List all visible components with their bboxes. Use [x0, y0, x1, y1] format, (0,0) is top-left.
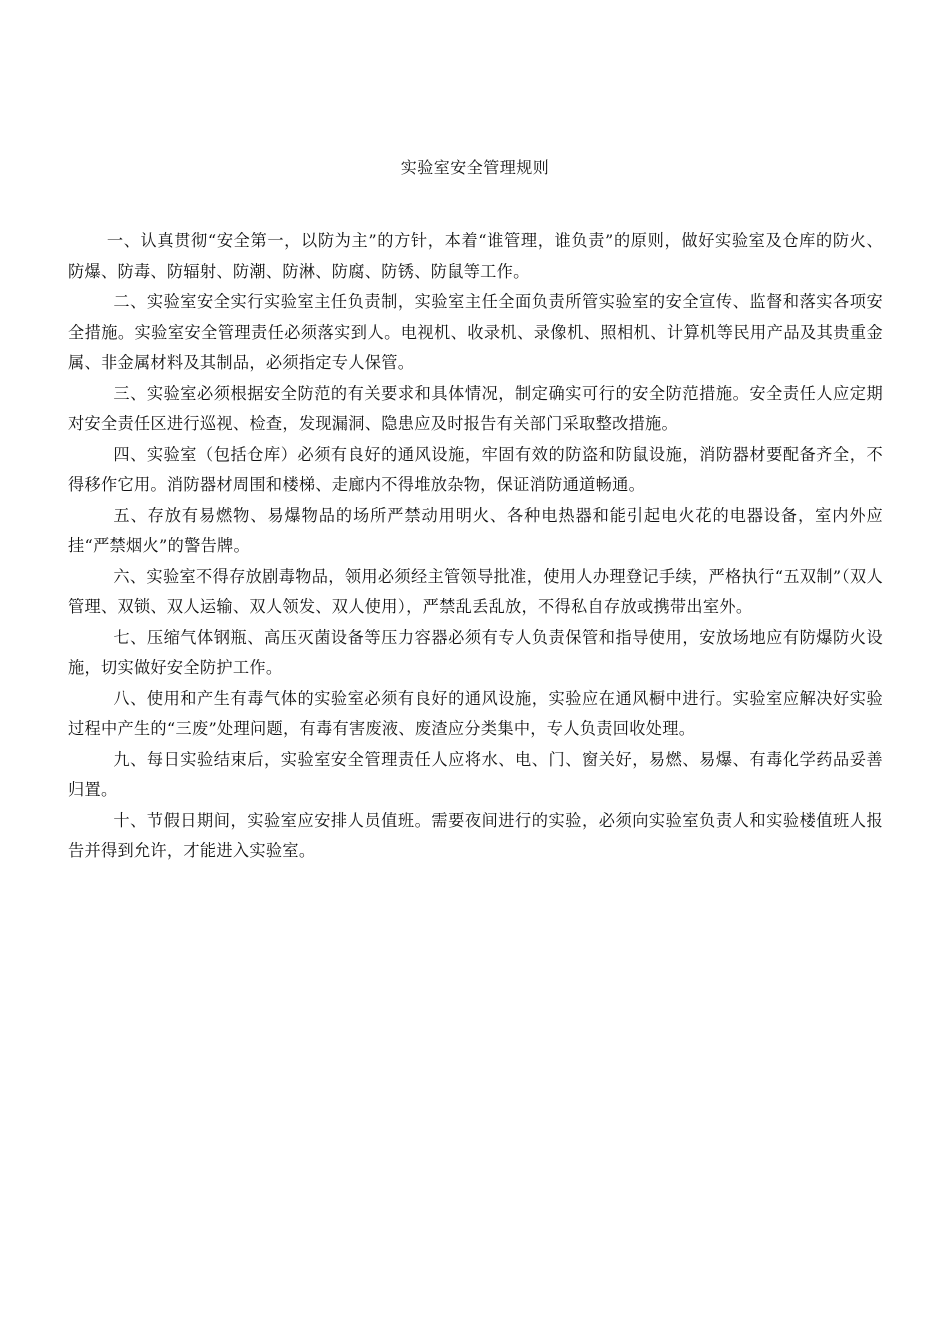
rule-paragraph-2: 二、实验室安全实行实验室主任负责制，实验室主任全面负责所管实验室的安全宣传、监督和落实各项安全措施。实验室安全管理责任必须落实到人。电视机、收录机、录像机、照相机、计算机等民用产品及其贵重金属、非金属材料及其制品，必须指定专人保管。: [68, 292, 883, 372]
rule-paragraph-4: 四、实验室（包括仓库）必须有良好的通风设施，牢固有效的防盗和防鼠设施，消防器材要配备齐全，不得移作它用。消防器材周围和楼梯、走廊内不得堆放杂物，保证消防通道畅通。: [68, 444, 883, 494]
rule-paragraph-6: 六、实验室不得存放剧毒物品，领用必须经主管领导批准，使用人办理登记手续，严格执行“五双制”（双人管理、双锁、双人运输、双人领发、双人使用），严禁乱丢乱放，不得私自存放或携带出室外。: [68, 566, 883, 616]
document-body: [68, 226, 883, 867]
rule-paragraph-9: 九、每日实验结束后，实验室安全管理责任人应将水、电、门、窗关好，易燃、易爆、有毒化学药品妥善归置。: [68, 749, 883, 799]
rule-paragraph-8: 八、使用和产生有毒气体的实验室必须有良好的通风设施，实验应在通风橱中进行。实验室应解决好实验过程中产生的“三废”处理问题，有毒有害废液、废渣应分类集中，专人负责回收处理。: [68, 688, 883, 738]
rule-paragraph-7: 七、压缩气体钢瓶、高压灭菌设备等压力容器必须有专人负责保管和指导使用，安放场地应有防爆防火设施，切实做好安全防护工作。: [68, 627, 883, 677]
rule-paragraph-3: 三、实验室必须根据安全防范的有关要求和具体情况，制定确实可行的安全防范措施。安全责任人应定期对安全责任区进行巡视、检查，发现漏洞、隐患应及时报告有关部门采取整改措施。: [68, 383, 883, 433]
rule-paragraph-10: 十、节假日期间，实验室应安排人员值班。需要夜间进行的实验，必须向实验室负责人和实验楼值班人报告并得到允许，才能进入实验室。: [68, 810, 883, 860]
rule-paragraph-1: 一、认真贯彻“安全第一，以防为主”的方针，本着“谁管理，谁负责”的原则，做好实验室及仓库的防火、防爆、防毒、防辐射、防潮、防淋、防腐、防锈、防鼠等工作。: [68, 231, 883, 281]
rule-paragraph-5: 五、存放有易燃物、易爆物品的场所严禁动用明火、各种电热器和能引起电火花的电器设备，室内外应挂“严禁烟火”的警告牌。: [68, 505, 883, 555]
document-title: 实验室安全管理规则: [400, 158, 550, 177]
